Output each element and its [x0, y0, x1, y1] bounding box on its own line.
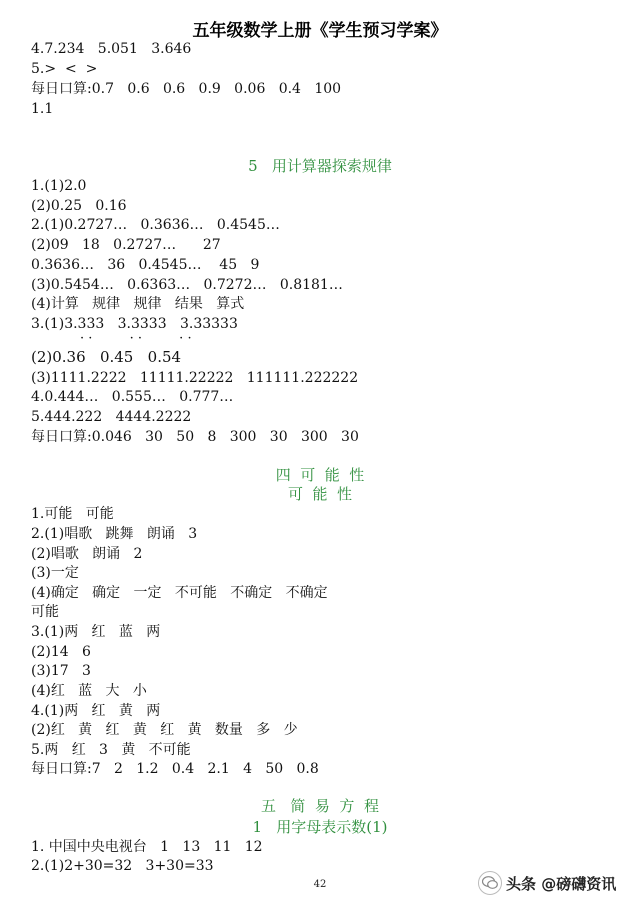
answer-line: 4.7.234 5.051 3.646	[31, 41, 192, 57]
answer-line: (2)唱歌 朗诵 2	[31, 546, 143, 562]
answer-line: (2)0.36 0.45 0.54	[31, 348, 182, 366]
answer-line: 1.1	[31, 101, 54, 117]
repeating-decimal-dots: · · · · · ·	[80, 331, 192, 346]
answer-line: (3)0.5454… 0.6363… 0.7272… 0.8181…	[31, 277, 343, 293]
answer-line: (3)17 3	[31, 663, 91, 679]
answer-line: 5.两 红 3 黄 不可能	[31, 742, 191, 758]
answer-line: 每日口算:0.046 30 50 8 300 30 300 30	[31, 429, 359, 445]
answer-line: (3)一定	[31, 565, 79, 581]
answer-line: (2)14 6	[31, 644, 91, 660]
answer-line: 4.(1)两 红 黄 两	[31, 703, 161, 719]
page-number: 42	[313, 879, 327, 890]
answer-line: 3.(1)3.333 3.3333 3.33333	[31, 316, 238, 332]
watermark	[478, 866, 640, 900]
answer-line: 3.(1)两 红 蓝 两	[31, 624, 161, 640]
answer-line: 1. 中国中央电视台 1 13 11 12	[31, 839, 263, 855]
section-heading: 1 用字母表示数(1)	[252, 818, 388, 836]
section-heading: 可 能 性	[287, 485, 353, 503]
chapter-heading: 四 可 能 性	[275, 466, 365, 484]
answer-line: 2.(1)0.2727… 0.3636… 0.4545…	[31, 217, 280, 233]
answer-line: (4)计算 规律 规律 结果 算式	[31, 296, 245, 312]
answer-line: 可能	[31, 604, 59, 620]
answer-line: 2.(1)唱歌 跳舞 朗诵 3	[31, 526, 198, 542]
wechat-bubble-icon	[478, 871, 502, 895]
answer-line: 0.3636… 36 0.4545… 45 9	[31, 257, 260, 273]
answer-line: 1.(1)2.0	[31, 178, 87, 194]
answer-line: 5.> < >	[31, 61, 98, 77]
chapter-heading: 五 简 易 方 程	[261, 797, 379, 815]
answer-line: (4)确定 确定 一定 不可能 不确定 不确定	[31, 585, 328, 601]
answer-line: (4)红 蓝 大 小	[31, 683, 147, 699]
answer-line: (2)0.25 0.16	[31, 198, 127, 214]
answer-line: (3)1111.2222 11111.22222 111111.222222	[31, 370, 359, 386]
answer-line: 5.444.222 4444.2222	[31, 409, 192, 425]
answer-line: (2)红 黄 红 黄 红 黄 数量 多 少	[31, 722, 298, 738]
answer-line: 每日口算:0.7 0.6 0.6 0.9 0.06 0.4 100	[31, 81, 342, 97]
answer-line: 4.0.444… 0.555… 0.777…	[31, 389, 234, 405]
watermark-text: 头条 @磅礴资讯	[506, 874, 617, 893]
answer-line: 1.可能 可能	[31, 506, 114, 522]
answer-line: 2.(1)2+30=32 3+30=33	[31, 858, 214, 874]
answer-line: 每日口算:7 2 1.2 0.4 2.1 4 50 0.8	[31, 761, 319, 777]
answer-line: (2)09 18 0.2727… 27	[31, 237, 221, 253]
document-title: 五年级数学上册《学生预习学案》	[192, 21, 448, 41]
section-heading: 5 用计算器探索规律	[248, 157, 392, 175]
